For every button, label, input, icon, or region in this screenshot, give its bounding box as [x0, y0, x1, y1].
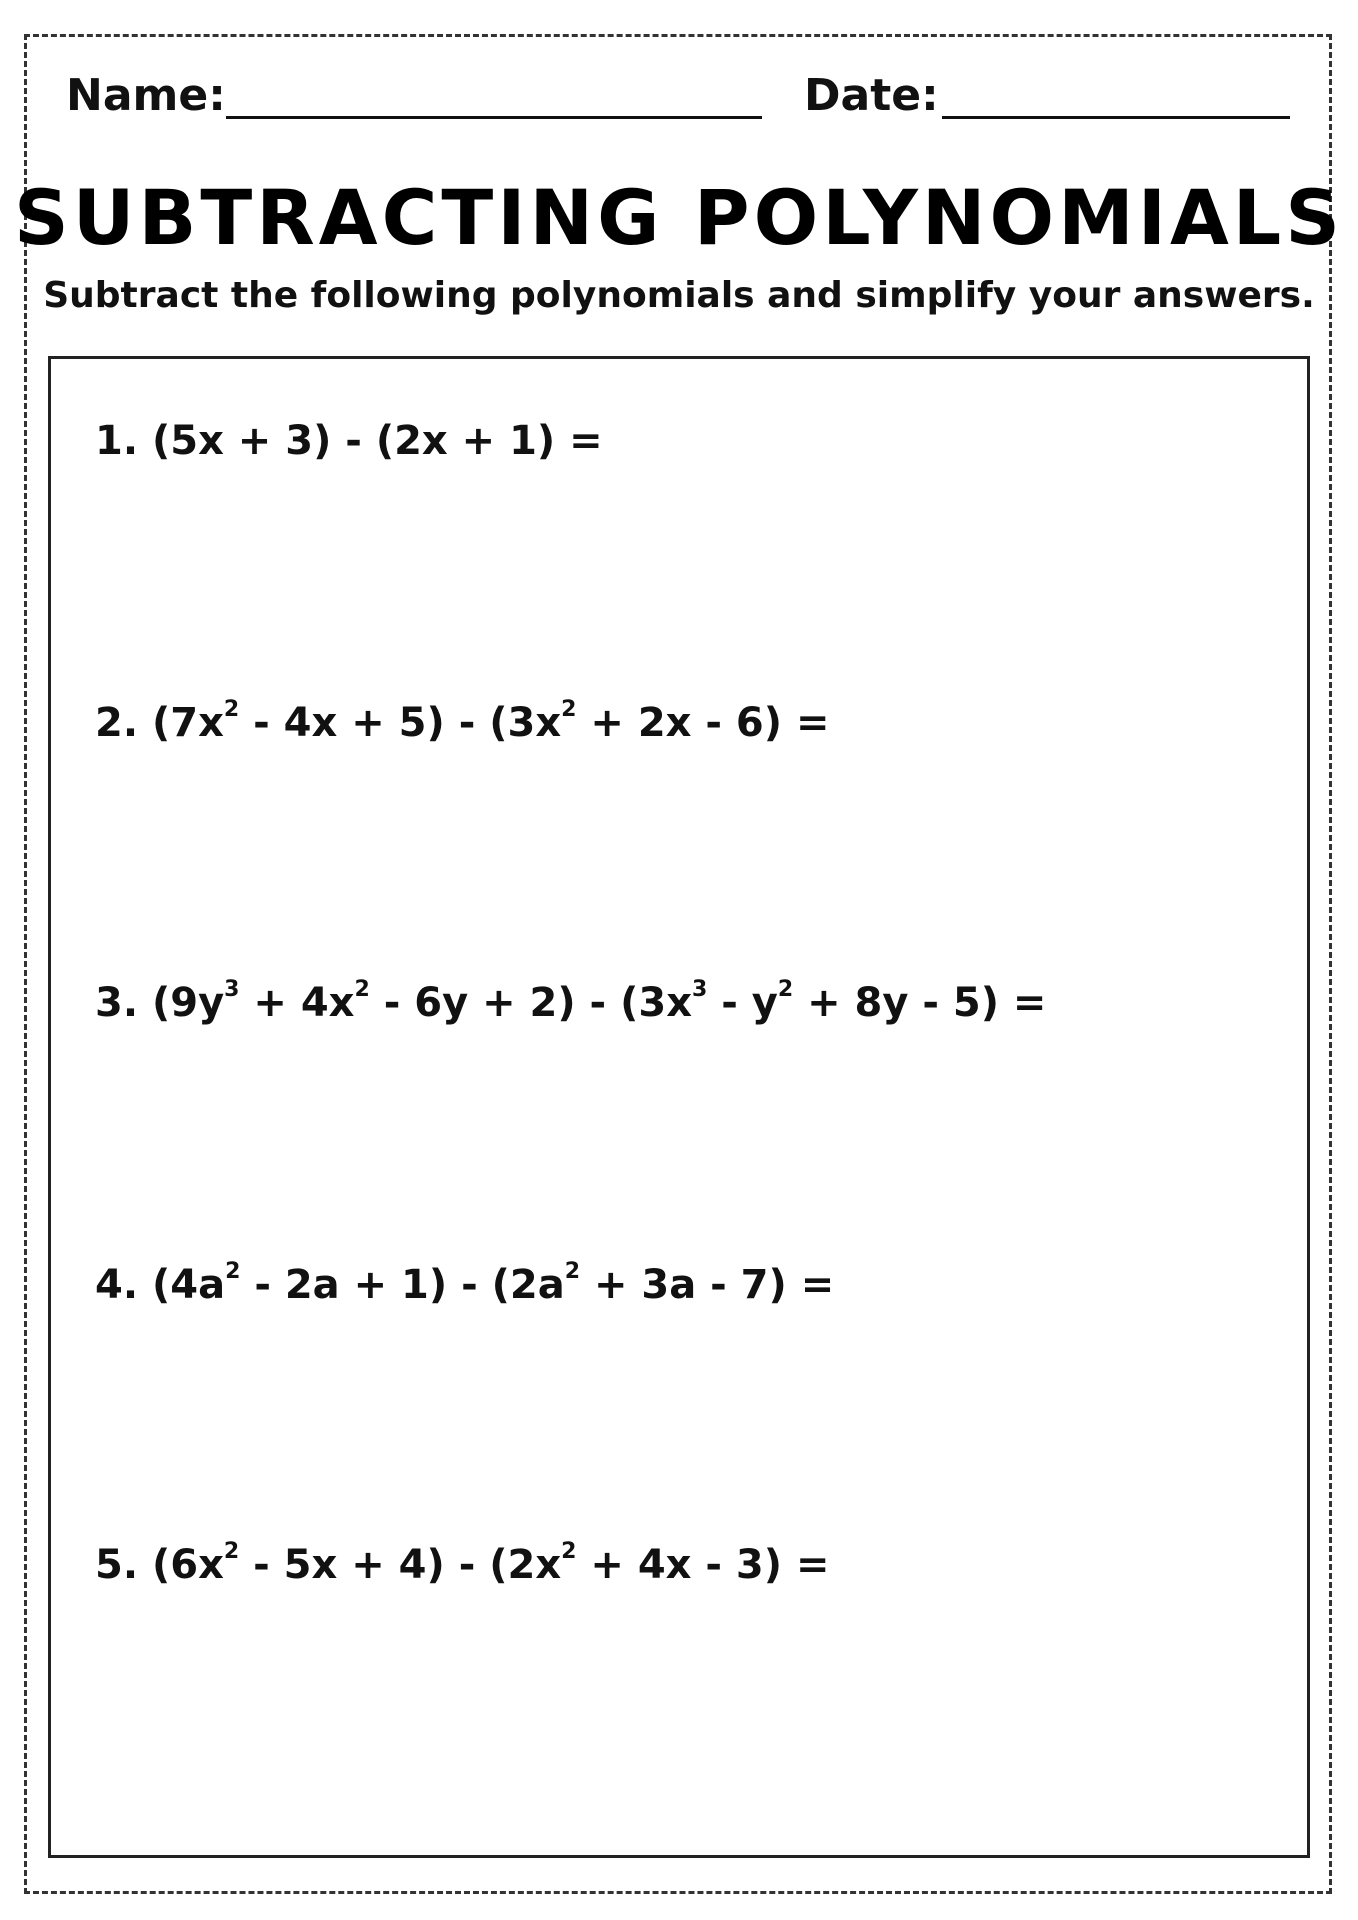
- expression-part: (9y: [151, 980, 225, 1026]
- header-row: [66, 66, 1296, 126]
- exponent: 2: [561, 1539, 577, 1564]
- exponent: 2: [561, 697, 577, 722]
- worksheet-title: SUBTRACTING POLYNOMIALS: [14, 173, 1344, 262]
- problem-3: [95, 973, 1046, 1033]
- problem-number: 2.: [95, 700, 139, 746]
- expression-part: - 2a + 1) - (2a: [240, 1262, 565, 1308]
- problem-4: [95, 1255, 834, 1315]
- name-field[interactable]: [226, 116, 762, 119]
- expression-part: + 4x - 3) =: [576, 1542, 830, 1588]
- instructions: Subtract the following polynomials and simplify your answers.: [43, 275, 1315, 316]
- expression-part: + 3a - 7) =: [580, 1262, 835, 1308]
- problem-number: 3.: [95, 980, 139, 1026]
- expression-part: - y: [707, 980, 778, 1026]
- expression-part: (7x: [151, 700, 224, 746]
- expression-part: (6x: [151, 1542, 224, 1588]
- expression-part: + 4x: [239, 980, 355, 1026]
- name-label: Name:: [66, 70, 226, 121]
- date-label: Date:: [804, 70, 939, 121]
- expression-part: (4a: [151, 1262, 226, 1308]
- expression-part: + 8y - 5) =: [793, 980, 1047, 1026]
- problem-2: [95, 693, 829, 753]
- exponent: 2: [564, 1259, 581, 1284]
- exponent: 3: [692, 977, 708, 1002]
- expression-part: - 4x + 5) - (3x: [239, 700, 562, 746]
- exponent: 2: [223, 697, 240, 722]
- problem-number: 5.: [95, 1542, 139, 1588]
- problem-number: 1.: [95, 418, 139, 464]
- expression-part: - 5x + 4) - (2x: [239, 1542, 562, 1588]
- problem-5: [95, 1535, 829, 1595]
- exponent: 2: [777, 977, 794, 1002]
- exponent: 2: [225, 1259, 241, 1284]
- problem-number: 4.: [95, 1262, 139, 1308]
- exponent: 2: [223, 1539, 240, 1564]
- exponent: 2: [354, 977, 370, 1002]
- date-field[interactable]: [942, 116, 1290, 119]
- problem-expression: (5x + 3) - (2x + 1) =: [151, 418, 603, 464]
- problem-box: [48, 356, 1310, 1858]
- problem-1: [95, 411, 603, 471]
- expression-part: - 6y + 2) - (3x: [369, 980, 692, 1026]
- expression-part: + 2x - 6) =: [576, 700, 830, 746]
- exponent: 3: [224, 977, 240, 1002]
